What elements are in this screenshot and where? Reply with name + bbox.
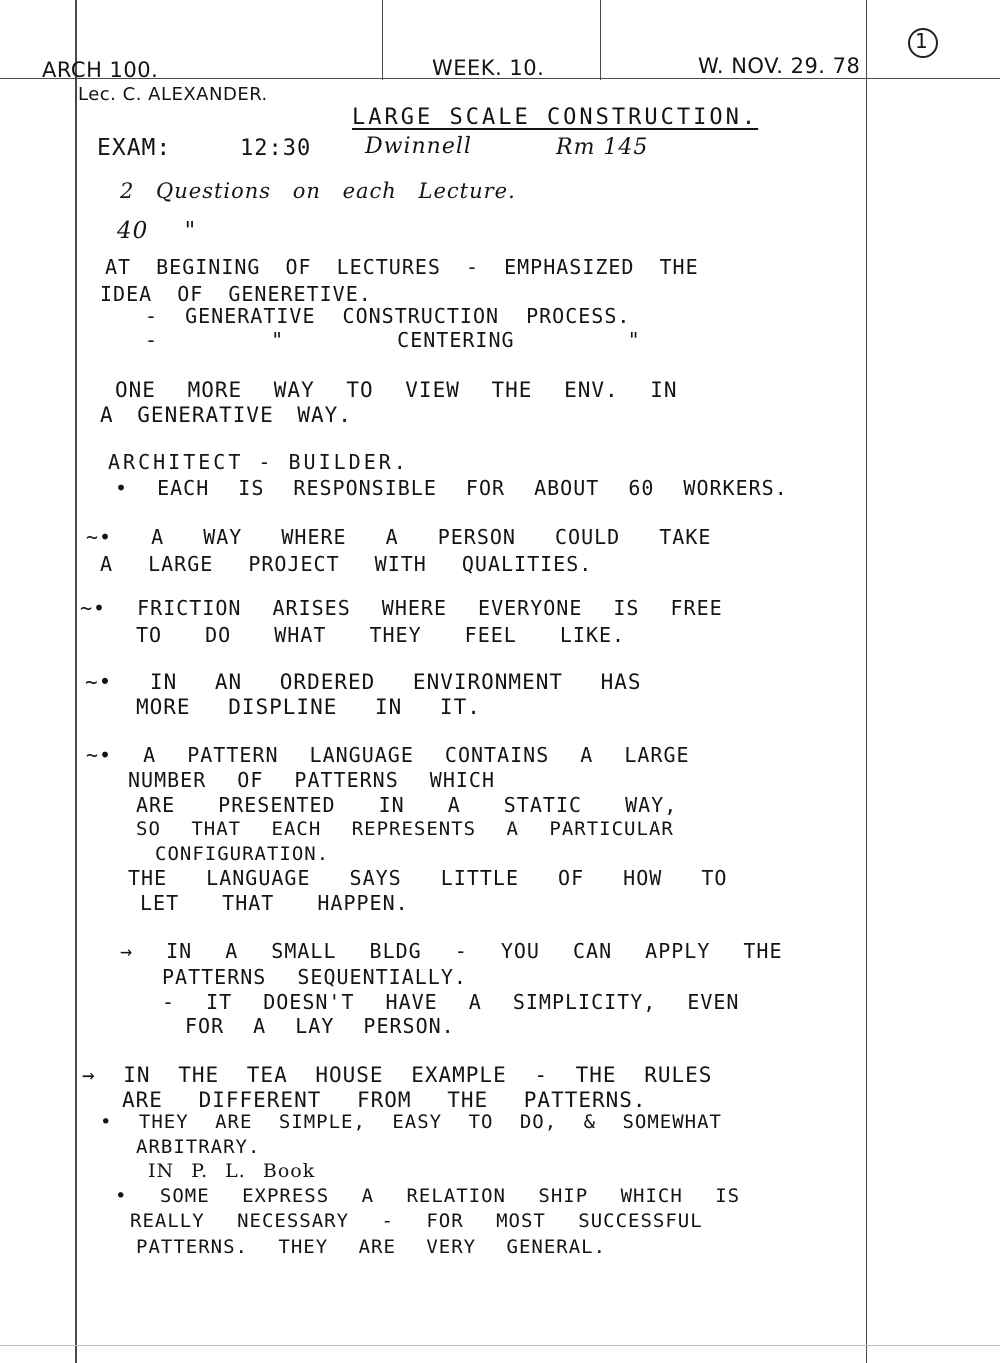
note-line-24: → IN A SMALL BLDG - YOU CAN APPLY THE (120, 939, 783, 963)
note-line-11: ~• A WAY WHERE A PERSON COULD TAKE (86, 525, 712, 549)
note-line-26: - IT DOESN'T HAVE A SIMPLICITY, EVEN (162, 990, 740, 1014)
note-line-20: SO THAT EACH REPRESENTS A PARTICULAR (136, 818, 674, 840)
note-line-14: TO DO WHAT THEY FEEL LIKE. (136, 623, 626, 647)
left-margin-line (75, 0, 77, 1363)
note-line-5: - GENERATIVE CONSTRUCTION PROCESS. (145, 304, 631, 328)
header-divider-right (600, 0, 601, 80)
exam-building: Dwinnell (365, 134, 472, 159)
note-line-13: ~• FRICTION ARISES WHERE EVERYONE IS FREE (80, 596, 723, 620)
lecturer-label: Lec. C. ALEXANDER. (78, 84, 268, 105)
note-line-7: ONE MORE WAY TO VIEW THE ENV. IN (115, 378, 678, 402)
note-line-15: ~• IN AN ORDERED ENVIRONMENT HAS (85, 670, 642, 694)
header-divider-left (382, 0, 383, 80)
note-line-30: • THEY ARE SIMPLE, EASY TO DO, & SOMEWHAT (100, 1111, 722, 1133)
right-margin-line (866, 0, 867, 1363)
exam-time: 12:30 (240, 136, 312, 161)
note-line-12: A LARGE PROJECT WITH QUALITIES. (100, 552, 593, 576)
course-label: ARCH 100. (42, 58, 159, 82)
note-line-8: A GENERATIVE WAY. (100, 403, 352, 427)
note-line-34: REALLY NECESSARY - FOR MOST SUCCESSFUL (130, 1210, 703, 1232)
note-line-3: AT BEGINING OF LECTURES - EMPHASIZED THE (105, 255, 699, 279)
note-line-4: IDEA OF GENERETIVE. (100, 282, 372, 306)
note-line-27: FOR A LAY PERSON. (185, 1014, 455, 1038)
exam-label: EXAM: (97, 135, 172, 161)
note-line-22: THE LANGUAGE SAYS LITTLE OF HOW TO (128, 866, 728, 890)
note-line-2: 40 " (117, 218, 197, 244)
note-line-31: ARBITRARY. (136, 1136, 261, 1158)
note-line-1: 2 Questions on each Lecture. (120, 179, 516, 203)
note-line-17: ~• A PATTERN LANGUAGE CONTAINS A LARGE (86, 743, 690, 767)
note-line-25: PATTERNS SEQUENTIALLY. (162, 965, 467, 989)
page-number: 1 (915, 29, 929, 53)
note-line-28: → IN THE TEA HOUSE EXAMPLE - THE RULES (82, 1063, 713, 1087)
note-line-21: CONFIGURATION. (155, 843, 330, 865)
exam-room: Rm 145 (556, 135, 649, 160)
note-line-33: • SOME EXPRESS A RELATION SHIP WHICH IS (115, 1185, 741, 1207)
note-line-16: MORE DISPLINE IN IT. (136, 695, 481, 719)
bottom-rule (0, 1345, 1000, 1346)
note-line-29: ARE DIFFERENT FROM THE PATTERNS. (122, 1088, 647, 1112)
note-line-32: IN P. L. Book (148, 1160, 316, 1182)
note-line-9: ARCHITECT - BUILDER. (108, 450, 409, 474)
note-line-18: NUMBER OF PATTERNS WHICH (128, 768, 495, 792)
page-title: LARGE SCALE CONSTRUCTION. (352, 105, 759, 130)
note-line-35: PATTERNS. THEY ARE VERY GENERAL. (136, 1236, 607, 1258)
note-line-10: • EACH IS RESPONSIBLE FOR ABOUT 60 WORKERS. (115, 476, 788, 500)
week-label: WEEK. 10. (432, 56, 545, 80)
note-line-23: LET THAT HAPPEN. (140, 891, 409, 915)
note-line-6: - " CENTERING " (145, 328, 641, 352)
date-label: W. NOV. 29. 78 (698, 54, 861, 78)
note-line-19: ARE PRESENTED IN A STATIC WAY, (136, 793, 678, 817)
